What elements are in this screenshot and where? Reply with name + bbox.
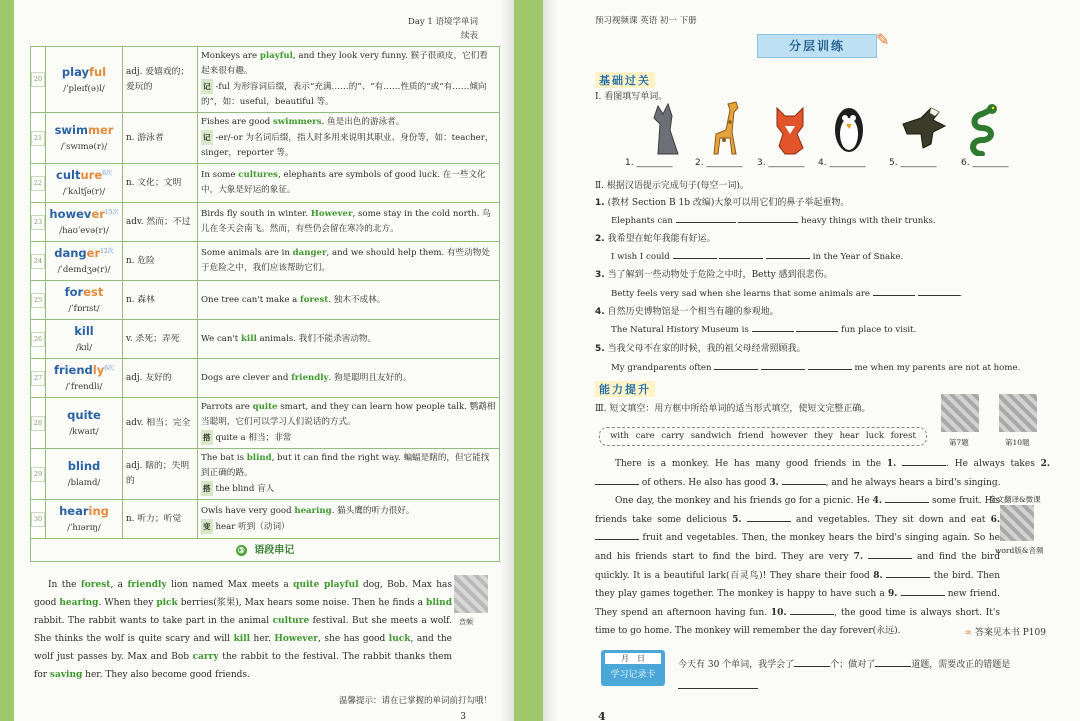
example-pre: Dogs are clever and — [201, 372, 292, 383]
note-text: -ful 为形容词后缀，表示“充满……的”、“有……性质的”或“有……倾向的”，如：useful，beautiful 等。 — [201, 82, 487, 107]
checkbox[interactable]: 27 — [31, 371, 45, 386]
question-4-cn: 4. 自然历史博物馆是一个相当有趣的参观地。 — [595, 307, 779, 317]
blank-8[interactable] — [886, 569, 930, 578]
blank-10[interactable] — [790, 606, 834, 615]
example-post: , some stay in the cold north. 鸟儿在冬天会南飞。然而，有些仍会留在寒冷的北方。 — [201, 209, 491, 234]
example-keyword: blind — [246, 453, 272, 463]
qr-label-7: 第7题 — [949, 438, 969, 447]
frequency-badge: 15次 — [104, 209, 119, 216]
passage-keyword: saving — [49, 670, 83, 680]
question-2-cn: 2. 我希望在蛇年我能有好运。 — [595, 234, 716, 244]
frequency-badge: 6次 — [104, 365, 115, 372]
note-tag: 变 — [201, 519, 213, 534]
giraffe-icon — [714, 102, 738, 154]
example-keyword: cultures — [238, 170, 279, 180]
vocab-row — [31, 449, 500, 500]
part-of-speech-meaning: v. 杀死；弄死 — [123, 320, 198, 359]
example-pre: Owls have very good — [201, 505, 295, 516]
blank[interactable] — [738, 214, 798, 223]
qr-code-question-10[interactable] — [999, 394, 1037, 432]
section-heading-row — [31, 539, 500, 562]
example-post: , and we should help them. 有些动物处于危险之中，我们应该帮助它们。 — [201, 248, 490, 273]
left-header — [408, 15, 478, 43]
fox-icon — [777, 108, 803, 154]
word-suffix: er — [91, 207, 105, 221]
word-stem: blind — [67, 459, 101, 473]
word-stem: quite — [67, 408, 101, 422]
part-of-speech-meaning: n. 文化；文明 — [123, 164, 198, 203]
vocab-row — [31, 242, 500, 281]
right-header: 预习视频课 英语 初一 下册 — [595, 16, 697, 26]
question-1-en: Elephants can heavy things with their trunks. — [611, 216, 936, 226]
example-keyword: hearing — [294, 505, 332, 516]
word-suffix: ing — [88, 504, 109, 518]
word-stem: dang — [54, 246, 87, 260]
frequency-badge: 6次 — [102, 170, 112, 177]
example-pre: The bat is — [201, 453, 247, 463]
question-5-cn: 5. 当我父母不在家的时候，我的祖父母经常照顾我。 — [595, 344, 806, 354]
passage-keyword: carry — [192, 652, 219, 662]
left-page — [14, 0, 514, 721]
answer-reference: ∞ 答案见本书 P109 — [964, 628, 1046, 638]
checkbox[interactable]: 28 — [31, 416, 45, 431]
left-page-number: 3 — [460, 712, 466, 721]
blank[interactable] — [766, 250, 810, 259]
passage-text-segment: berries(浆果), Max hears some noise. Then he finds a — [177, 598, 427, 608]
vocab-row — [31, 398, 500, 449]
word-suffix: ly — [92, 363, 105, 377]
example-pre: Parrots are — [201, 402, 253, 412]
animal-blank-2[interactable]: 2. ________ — [695, 158, 743, 168]
word-stem: play — [61, 64, 89, 79]
blank[interactable] — [761, 361, 805, 370]
section-title: 语段串记 — [254, 544, 295, 556]
example-keyword: playful — [259, 51, 293, 61]
part1-instruction: Ⅰ. 看图填写单词。 — [595, 92, 668, 102]
blank-3[interactable] — [782, 476, 826, 485]
qr-label-translation: 全文翻译&微课 — [989, 495, 1041, 504]
record-date: 月 日 — [605, 653, 661, 664]
note-tag: 记 — [201, 130, 213, 145]
checkbox[interactable]: 29 — [31, 467, 45, 482]
blank[interactable] — [808, 361, 852, 370]
animal-blank-4[interactable]: 4. ________ — [818, 158, 866, 168]
wolf-icon — [654, 104, 678, 154]
checkbox[interactable]: 20 — [31, 72, 45, 87]
vocabulary-table — [30, 46, 500, 562]
word-suffix: ure — [80, 168, 103, 182]
vocab-row — [31, 113, 500, 164]
animal-blank-3[interactable]: 3. ________ — [757, 158, 805, 168]
record-title: 学习记录卡 — [610, 670, 656, 680]
part-of-speech-meaning: adj. 爱嬉戏的；爱玩的 — [123, 47, 198, 113]
part-of-speech-meaning: n. 游泳者 — [123, 113, 198, 164]
word-suffix: er — [86, 246, 101, 260]
qr-code-question-7[interactable] — [941, 394, 979, 432]
audio-qr-code[interactable] — [454, 575, 488, 613]
passage-text-segment: festival. But she meets a wolf. She thinks the wolf is quite scary and will — [34, 616, 452, 644]
part-of-speech-meaning: n. 听力；听觉 — [123, 500, 198, 539]
animal-blank-6[interactable]: 6. ________ — [961, 158, 1009, 168]
example-keyword: quite — [252, 402, 278, 412]
section-number-icon: ③ — [237, 544, 245, 555]
penguin-icon — [835, 108, 863, 152]
vocab-row — [31, 164, 500, 203]
note-tag: 搭 — [201, 481, 213, 496]
passage-keyword: However — [274, 634, 319, 644]
note-tag: 搭 — [201, 430, 213, 445]
gutter-shadow-right — [543, 0, 557, 721]
blank[interactable] — [719, 250, 763, 259]
word-bank-box: with care carry sandwich friend however they hear luck forest — [599, 427, 927, 446]
blank[interactable] — [796, 323, 838, 332]
phonetic: /ˈfrendli/ — [65, 382, 103, 392]
passage-keyword: friendly — [127, 580, 167, 590]
blank-7[interactable] — [868, 550, 912, 559]
phonetic: /ˈfɒrɪst/ — [68, 304, 100, 314]
passage-keyword: luck — [388, 634, 411, 644]
animal-blank-1[interactable]: 1. ________ — [625, 158, 673, 168]
example-post: . 鱼是出色的游泳者。 — [321, 117, 405, 127]
qr-label-10: 第10题 — [1005, 438, 1030, 447]
passage-text-segment: rabbit. The rabbit wants to take part in the animal — [34, 616, 273, 626]
checkbox[interactable]: 26 — [31, 332, 45, 347]
qr-label-word: word版&音频 — [995, 546, 1044, 555]
checkbox[interactable]: 21 — [31, 131, 45, 146]
example-keyword: swimmers — [273, 117, 322, 127]
word-stem: swim — [54, 123, 88, 137]
blank[interactable] — [673, 250, 717, 259]
part-of-speech-meaning: adj. 瞎的；失明的 — [123, 449, 198, 500]
phonetic: /ˈswɪmə(r)/ — [60, 142, 108, 152]
snake-icon — [973, 104, 997, 154]
passage-text-segment: lion named Max meets a — [166, 580, 294, 590]
phonetic: /ˈkʌltʃə(r)/ — [62, 187, 106, 197]
example-pre: Birds fly south in winter. — [201, 209, 311, 219]
question-1-cn: 1. (教材 Section B 1b 改编)大象可以用它们的鼻子举起重物。 — [595, 198, 850, 208]
question-5-en: My grandparents often me when my parents are not at home. — [611, 363, 1021, 373]
question-2-en: I wish I could in the Year of Snake. — [611, 252, 904, 262]
part2-instruction: Ⅱ. 根据汉语提示完成句子(每空一词)。 — [595, 181, 749, 191]
phonetic: /ˈhɪərɪŋ/ — [67, 523, 101, 533]
note-tag: 记 — [201, 79, 213, 94]
blank[interactable] — [873, 287, 915, 296]
blank-questions-correct[interactable] — [875, 658, 911, 667]
word-stem: friend — [53, 363, 93, 377]
section-advanced: 能力提升 — [595, 381, 655, 397]
blank-2[interactable] — [595, 476, 639, 485]
eagle-icon — [903, 108, 945, 148]
example-pre: One tree can't make a — [201, 294, 301, 305]
vocab-row — [31, 47, 500, 113]
vocab-row — [31, 203, 500, 242]
blank[interactable] — [918, 287, 960, 296]
right-page — [543, 0, 1080, 721]
passage-keyword: forest — [80, 580, 111, 590]
animal-pictures — [638, 98, 1063, 156]
passage-keyword: hearing — [59, 598, 99, 608]
example-post: . 狗是聪明且友好的。 — [328, 372, 412, 383]
phonetic: /kɪl/ — [75, 343, 93, 353]
audio-qr-label: 音频 — [459, 618, 473, 626]
note-text: quite a 相当；非常 — [215, 433, 292, 443]
vocab-row — [31, 359, 500, 398]
question-3-en: Betty feels very sad when she learns that some animals are . — [611, 289, 963, 299]
vocab-row — [31, 500, 500, 539]
example-pre: Fishes are good — [201, 117, 274, 127]
frequency-badge: 12次 — [100, 248, 114, 255]
blank-1[interactable] — [902, 457, 946, 466]
word-suffix: est — [83, 285, 104, 299]
example-post: , elephants are symbols of good luck. 在一些文化中，大象是好运的象征。 — [201, 170, 486, 195]
question-3-cn: 3. 当了解到一些动物处于危险之中时，Betty 感到很悲伤。 — [595, 270, 833, 280]
passage-text-segment: In the — [48, 580, 81, 590]
example-keyword: forest — [300, 294, 329, 305]
right-page-number: 4 — [598, 710, 606, 721]
header-title: Day 1 语境学单词 — [408, 17, 478, 27]
checkbox[interactable]: 30 — [31, 512, 45, 527]
phonetic: /ˈpleɪf(ə)l/ — [63, 83, 105, 94]
note-text: hear 听到（动词） — [215, 521, 290, 532]
passage-text — [34, 576, 452, 684]
part-of-speech-meaning: n. 森林 — [123, 281, 198, 320]
example-post: , but it can find the right way. 蝙蝠是瞎的，但它能找到正确的路。 — [201, 453, 490, 478]
question-4-en: The Natural History Museum is fun place to visit. — [611, 325, 917, 335]
example-post: smart, and they can learn how people talk. 鹦鹉相当聪明，它们可以学习人们说话的方式。 — [201, 402, 496, 427]
word-suffix: ful — [88, 64, 107, 79]
note-text: -er/-or 为名词后缀，指人时多用来说明其职业、身份等，如：teacher，singer，reporter 等。 — [201, 133, 494, 158]
blank[interactable] — [676, 214, 736, 223]
tip-text: 温馨提示：请在已掌握的单词前打勾哦！ — [338, 696, 492, 706]
blank-9[interactable] — [901, 587, 945, 596]
example-post: animals. 我们不能杀害动物。 — [256, 333, 377, 344]
part-of-speech-meaning: n. 危险 — [123, 242, 198, 281]
example-keyword: danger — [292, 248, 327, 258]
passage-text-segment: her. They also become good friends. — [82, 670, 250, 680]
example-pre: Some animals are in — [201, 248, 293, 258]
study-record-card — [601, 650, 665, 686]
vocab-row — [31, 320, 500, 359]
example-keyword: However — [310, 209, 353, 219]
phonetic: /blaɪnd/ — [67, 478, 101, 488]
word-stem: howev — [49, 207, 92, 221]
phonetic: /ˈdeɪndʒə(r)/ — [57, 265, 111, 275]
blank-words-learned[interactable] — [794, 658, 830, 667]
phonetic: /haʊˈevə(r)/ — [59, 226, 109, 236]
blank-mistakes[interactable] — [678, 680, 758, 689]
pencil-icon: ✎ — [876, 30, 890, 49]
gutter-shadow-left — [500, 0, 514, 721]
section-basic: 基础过关 — [595, 72, 655, 88]
passage-text-segment: , a — [110, 580, 128, 590]
part-of-speech-meaning: adv. 相当；完全 — [123, 398, 198, 449]
word-suffix: mer — [87, 123, 114, 137]
checkbox[interactable]: 25 — [31, 293, 45, 308]
word-stem: for — [64, 285, 84, 299]
example-pre: In some — [201, 170, 239, 180]
blank-5[interactable] — [747, 513, 791, 522]
cloze-passage: There is a monkey. He has many good friends in the 1. . He always takes 2. of others. He also has good 3. , and he always hears a bird's singing. One day, the monkey and his friends go for a picnic. He 4. some fruit. His friends take some delicious 5. and vegetables. They sit down and eat 6. fruit and vegetables. Then, the monkey hears the bird's singing again. So he and his friends start to find the bird. They are very 7. and find the bird quickly. It is a beautiful lark(百灵鸟)! They share their food 8. the bird. Then they play games together. The monkey is happy to have such a 9. new friend. They spend an afternoon having fun. 10. , the good time is always short. It's time to go home. The monkey will remember the day forever(永远). — [595, 459, 1051, 637]
passage-text-segment: the rabbit to the festival. The rabbit thanks them for — [34, 652, 453, 680]
passage-keyword: kill — [233, 634, 251, 644]
link-icon: ∞ — [964, 628, 973, 638]
record-summary: 今天有 30 个单词，我学会了 个；做对了 道题，需要改正的错题是 — [678, 654, 1010, 698]
passage-text-segment: her. — [250, 634, 275, 644]
passage-text-segment: dog, Bob. Max has good — [34, 580, 452, 608]
blank-6[interactable] — [595, 531, 639, 540]
passage-text-segment: , and the wolf just passes by. Max and Bob — [34, 634, 452, 662]
animal-blank-5[interactable]: 5. ________ — [889, 158, 937, 168]
passage-keyword: culture — [272, 616, 310, 626]
blank[interactable] — [752, 323, 794, 332]
checkbox[interactable]: 22 — [31, 176, 45, 191]
example-post: . 猫头鹰的听力很好。 — [331, 505, 415, 516]
example-pre: Monkeys are — [201, 51, 260, 61]
part-of-speech-meaning: adj. 友好的 — [123, 359, 198, 398]
example-post: , and they look very funny. 猴子很顽皮，它们看起来很有趣。 — [201, 51, 488, 76]
passage-text-segment: , she has good — [318, 634, 389, 644]
vocab-row — [31, 281, 500, 320]
passage-keyword: blind — [426, 598, 452, 608]
checkbox[interactable]: 23 — [31, 215, 45, 230]
example-keyword: friendly — [291, 372, 329, 383]
part3-instruction: Ⅲ. 短文填空：用方框中所给单词的适当形式填空，使短文完整正确。 — [595, 404, 871, 414]
word-stem: kill — [74, 324, 94, 338]
note-text: the blind 盲人 — [215, 484, 275, 494]
part-of-speech-meaning: adv. 然而；不过 — [123, 203, 198, 242]
checkbox[interactable]: 24 — [31, 254, 45, 269]
example-post: . 独木不成林。 — [328, 294, 386, 305]
blank[interactable] — [714, 361, 758, 370]
example-keyword: kill — [240, 333, 257, 344]
blank-4[interactable] — [885, 494, 929, 503]
exercise-banner: 分层训练 — [757, 34, 877, 58]
word-stem: hear — [59, 504, 89, 518]
passage-keyword: quite playful — [293, 580, 359, 590]
passage-text-segment: . When they — [98, 598, 157, 608]
word-stem: cult — [56, 168, 81, 182]
example-pre: We can't — [201, 333, 241, 344]
phonetic: /kwaɪt/ — [69, 427, 99, 437]
header-continued: 续表 — [460, 31, 478, 41]
passage-keyword: pick — [156, 598, 178, 608]
